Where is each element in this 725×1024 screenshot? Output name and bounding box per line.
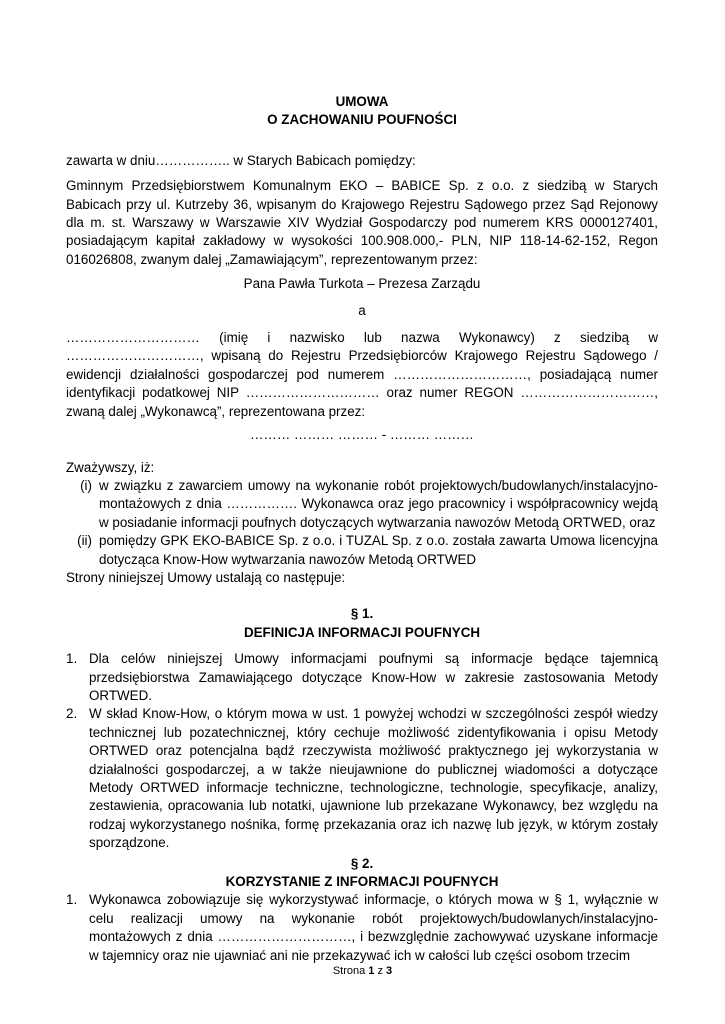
party-contractor-representative: ……… ……… ……… - ……… ……… — [250, 427, 474, 443]
list-item-text: W skład Know-How, o którym mowa w ust. 1 powyżej wchodzi w szczególności zespół wiedzy technicznej lub pozatechnicznej, który cechuje możliwość zidentyfikowania i opisu Metody ORTWED oraz potencjalna bądź rzeczywista możliwość praktycznego jej wykorzystania w działalności gospodarczej, a w także nieujawnione do publicznej wiadomości a dotyczące Metody ORTWED informacje techniczne, technologiczne, technologie, specyfikacje, analizy, zestawienia, opracowania lub notatki, ujawnione lub przekazane Wykonawcy, bez względu na rodzaj wykorzystanego nośnika, formę przekazania oraz ich nazwę lub język, w którym zostały sporządzone. — [89, 706, 658, 851]
section-1-number: § 1. — [350, 606, 374, 622]
list-item-text: Wykonawca zobowiązuje się wykorzystywać informacje, o których mowa w § 1, wyłącznie w celu realizacji umowy na wykonanie robót projektowych/budowlanych/instalacyjno-montażowych z dnia …………………………, i bezwzględnie zachowywać uzyskane informacje w tajemnicy oraz nie ujawniać ani nie przekazywać ich w całości lub części osobom trzecim — [89, 892, 658, 963]
list-marker: (i) — [80, 477, 92, 493]
list-item — [66, 705, 658, 852]
list-item — [66, 650, 658, 705]
total-page-count: 3 — [386, 965, 393, 977]
list-item — [66, 891, 658, 965]
whereas-list — [66, 477, 658, 569]
party-ordering-description: Gminnym Przedsiębiorstwem Komunalnym EKO – BABICE Sp. z o.o. z siedzibą w Starych Babicach przy ul. Kutrzeby 36, wpisanym do Krajowego Rejestru Sądowego przez Sąd Rejonowy dla m. st. Warszawy w Warszawie XIV Wydział Gospodarczy pod numerem KRS 0000127401, posiadającym kapitał zakładowy w wysokości 100.908.000,- PLN, NIP 118-14-62-152, Regon 016026808, zwanym dalej „Zamawiającym”, reprezentowanym przez: — [66, 178, 658, 267]
list-item — [66, 477, 658, 532]
list-marker: 2. — [66, 706, 78, 722]
section-1-list — [66, 650, 658, 852]
page-label: Strona — [332, 965, 366, 977]
list-item-text: Dla celów niniejszej Umowy informacjami poufnymi są informacje będące tajemnicą przedsiębiorstwa Zamawiającego dotyczące Know-How w zakresie zastosowania Metody ORTWED. — [89, 651, 658, 703]
page-separator: z — [377, 965, 383, 977]
contract-intro: zawarta w dniu…………….. w Starych Babicach pomiędzy: — [66, 152, 416, 168]
document-title-line-1: UMOWA — [335, 94, 389, 109]
section-2-list — [66, 891, 658, 965]
list-marker: 1. — [66, 651, 78, 667]
whereas-label: Zważywszy, iż: — [66, 459, 155, 475]
document-title-line-2: O ZACHOWANIU POUFNOŚCI — [267, 112, 457, 128]
parties-conjunction: a — [358, 302, 366, 318]
document-body — [66, 93, 658, 965]
section-1-title: DEFINICJA INFORMACJI POUFNYCH — [243, 624, 481, 640]
current-page-number: 1 — [368, 965, 375, 977]
list-marker: 1. — [66, 892, 78, 908]
section-2-number: § 2. — [350, 855, 374, 871]
list-item — [66, 532, 658, 569]
list-marker: (ii) — [77, 533, 92, 549]
whereas-closing: Strony niniejszej Umowy ustalają co następuje: — [66, 569, 346, 585]
list-item-text: w związku z zawarciem umowy na wykonanie robót projektowych/budowlanych/instalacyjno-montażowych z dnia ……………. Wykonawca oraz jego pracownicy i współpracownicy wejdą w posiadanie informacji poufnych dotyczących wytwarzania nawozów Metodą ORTWED, oraz — [99, 477, 658, 530]
party-ordering-representative: Pana Pawła Turkota – Prezesa Zarządu — [243, 276, 481, 292]
section-2-title: KORZYSTANIE Z INFORMACJI POUFNYCH — [225, 874, 499, 890]
page-footer — [0, 965, 725, 977]
party-contractor-description: ………………………… (imię i nazwisko lub nazwa Wykonawcy) z siedzibą w …………………………, wpisaną do Rejestru Przedsiębiorców Krajowego Rejestru Sądowego / ewidencji działalności gospodarczej pod numerem …………………………, posiadającą numer identyfikacji podatkowej NIP ………………………… oraz numer REGON …………………………, zwaną dalej „Wykonawcą”, reprezentowana przez: — [66, 330, 658, 419]
list-item-text: pomiędzy GPK EKO-BABICE Sp. z o.o. i TUZAL Sp. z o.o. została zawarta Umowa licencyjna dotycząca Know-How wytwarzania nawozów Metodą ORTWED — [99, 533, 658, 567]
